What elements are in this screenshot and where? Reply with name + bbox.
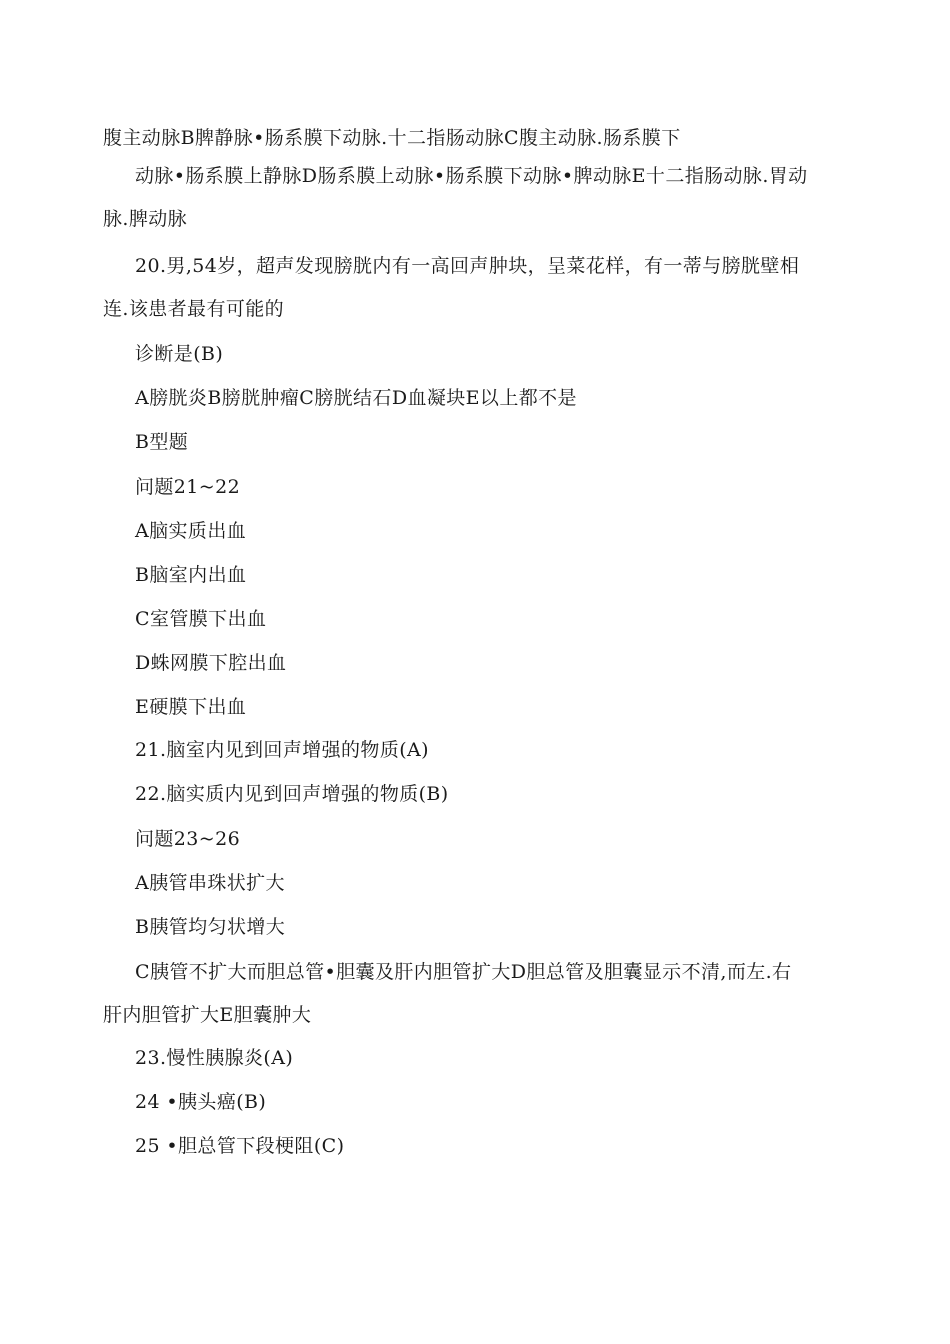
question-20-line-2: 连.该患者最有可能的 xyxy=(103,298,285,320)
option-c-21-22: C室管膜下出血 xyxy=(135,608,267,630)
section-heading-b-type: B型题 xyxy=(135,431,189,453)
question-22: 22.脑实质内见到回声增强的物质(B) xyxy=(135,783,449,805)
text-line-2: 动脉•肠系膜上静脉D肠系膜上动脉•肠系膜下动脉•脾动脉E十二指肠动脉.胃动 xyxy=(135,165,808,187)
question-24: 24 •胰头癌(B) xyxy=(135,1091,267,1113)
option-d-e-23-26: 肝内胆管扩大E胆囊肿大 xyxy=(103,1004,312,1026)
option-e-21-22: E硬膜下出血 xyxy=(135,696,247,718)
option-c-d-23-26: C胰管不扩大而胆总管•胆囊及肝内胆管扩大D胆总管及胆囊显示不清,而左.右 xyxy=(135,961,792,983)
question-23: 23.慢性胰腺炎(A) xyxy=(135,1047,294,1069)
question-21: 21.脑室内见到回声增强的物质(A) xyxy=(135,739,429,761)
option-a-21-22: A脑实质出血 xyxy=(135,520,247,542)
question-group-23-26: 问题23~26 xyxy=(135,828,241,850)
question-group-21-22: 问题21~22 xyxy=(135,476,241,498)
question-25: 25 •胆总管下段梗阻(C) xyxy=(135,1135,345,1157)
text-line-1: 腹主动脉B脾静脉•肠系膜下动脉.十二指肠动脉C腹主动脉.肠系膜下 xyxy=(103,127,681,149)
question-20-options: A膀胱炎B膀胱肿瘤C膀胱结石D血凝块E以上都不是 xyxy=(135,387,577,409)
option-a-23-26: A胰管串珠状扩大 xyxy=(135,872,285,894)
question-20-line-1: 20.男,54岁，超声发现膀胱内有一高回声肿块，呈菜花样，有一蒂与膀胱壁相 xyxy=(135,255,800,277)
option-d-21-22: D蛛网膜下腔出血 xyxy=(135,652,287,674)
question-20-line-3: 诊断是(B) xyxy=(135,343,224,365)
option-b-23-26: B胰管均匀状增大 xyxy=(135,916,286,938)
option-b-21-22: B脑室内出血 xyxy=(135,564,247,586)
text-line-3: 脉.脾动脉 xyxy=(103,208,188,230)
